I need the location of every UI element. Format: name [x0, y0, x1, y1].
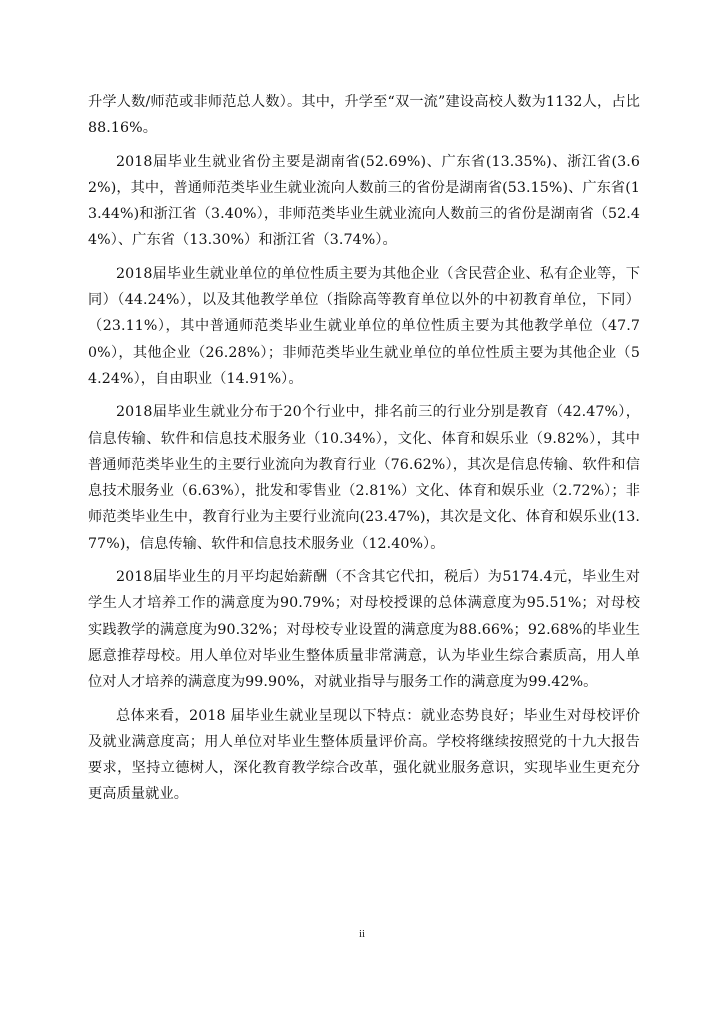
paragraph-employment-provinces: 2018届毕业生就业省份主要是湖南省(52.69%)、广东省(13.35%)、浙江省(3.62%)，其中，普通师范类毕业生就业流向人数前三的省份是湖南省(53.15%)、广东省(13.44%)和浙江省（3.40%），非师范类毕业生就业流向人数前三的省份是湖南省（52.44%）、广东省（13.30%）和浙江省（3.74%）。: [88, 153, 640, 249]
paragraph-industries: 2018届毕业生就业分布于20个行业中，排名前三的行业分别是教育（42.47%），信息传输、软件和信息技术服务业（10.34%），文化、体育和娱乐业（9.82%），其中普通师范类毕业生的主要行业流向为教育行业（76.62%），其次是信息传输、软件和信息技术服务业（6.63%），批发和零售业（2.81%）文化、体育和娱乐业（2.72%）；非师范类毕业生中，教育行业为主要行业流向(23.47%)，其次是文化、体育和娱乐业(13.77%)，信息传输、软件和信息技术服务业（12.40%）。: [88, 404, 640, 552]
document-body: [88, 89, 640, 808]
page-number: ii: [358, 928, 366, 940]
paragraph-employer-types: 2018届毕业生就业单位的单位性质主要为其他企业（含民营企业、私有企业等，下同）（44.24%），以及其他教学单位（指除高等教育单位以外的中初教育单位，下同）（23.11%），其中普通师范类毕业生就业单位的单位性质主要为其他教学单位（47.70%），其他企业（26.28%）；非师范类毕业生就业单位的单位性质主要为其他企业（54.24%），自由职业（14.91%）。: [88, 265, 640, 387]
paragraph-summary: 总体来看，2018 届毕业生就业呈现以下特点：就业态势良好；毕业生对母校评价及就业满意度高；用人单位对毕业生整体质量评价高。学校将继续按照党的十九大报告要求，坚持立德树人，深化教育教学综合改革，强化就业服务意识，实现毕业生更充分更高质量就业。: [88, 707, 640, 803]
paragraph-continuation: 升学人数/师范或非师范总人数）。其中，升学至“双一流”建设高校人数为1132人，占比88.16%。: [88, 94, 640, 137]
paragraph-salary-satisfaction: 2018届毕业生的月平均起始薪酬（不含其它代扣，税后）为5174.4元，毕业生对学生人才培养工作的满意度为90.79%；对母校授课的总体满意度为95.51%；对母校实践教学的满意度为90.32%；对母校专业设置的满意度为88.66%；92.68%的毕业生愿意推荐母校。用人单位对毕业生整体质量非常满意，认为毕业生综合素质高，用人单位对人才培养的满意度为99.90%，对就业指导与服务工作的满意度为99.42%。: [88, 569, 640, 691]
